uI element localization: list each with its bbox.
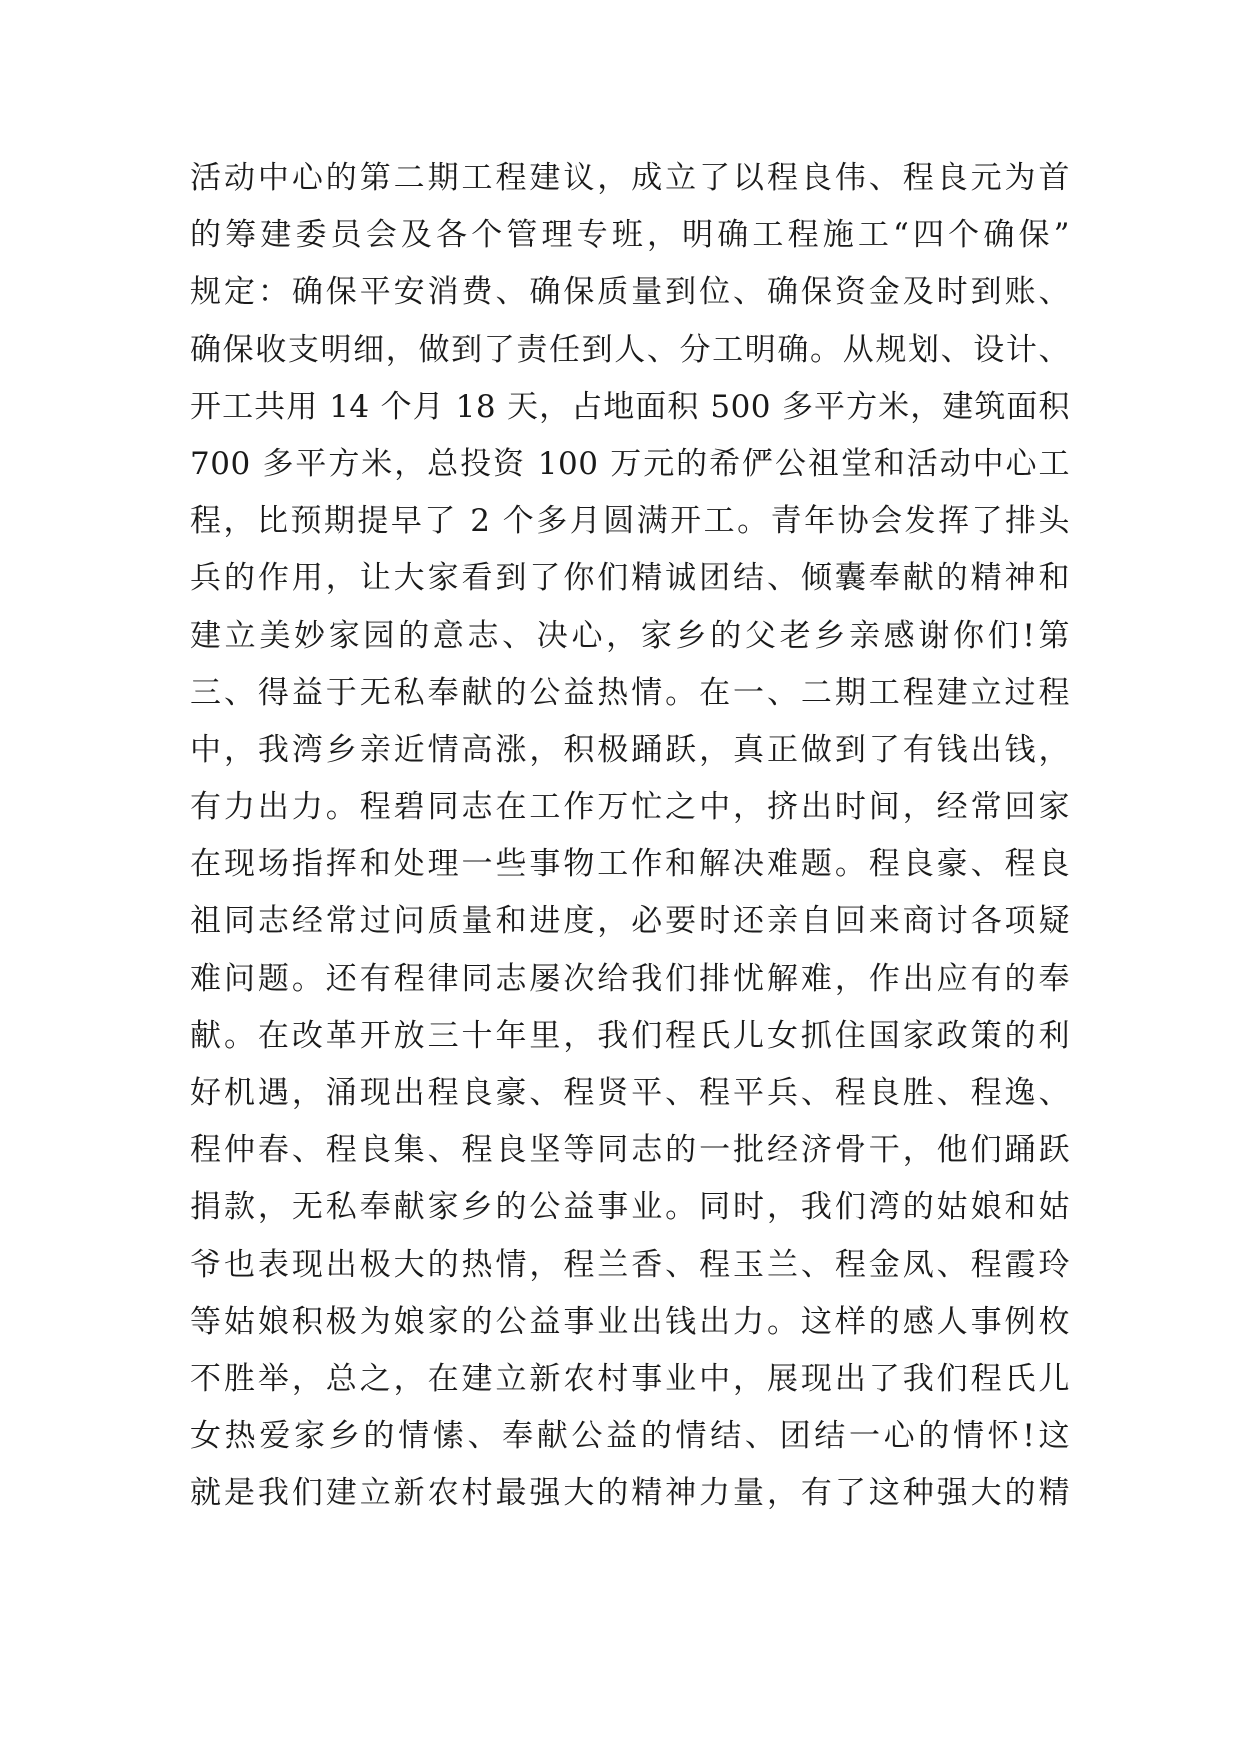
text-line: 爷也表现出极大的热情，程兰香、程玉兰、程金凤、程霞玲 [190, 1246, 1070, 1283]
text-line: 程仲春、程良集、程良坚等同志的一批经济骨干，他们踊跃 [190, 1132, 1070, 1169]
text-line: 兵的作用，让大家看到了你们精诚团结、倾囊奉献的精神和 [190, 560, 1070, 597]
text-line: 就是我们建立新农村最强大的精神力量，有了这种强大的精 [190, 1475, 1070, 1512]
text-line: 开工共用 14 个月 18 天，占地面积 500 多平方米，建筑面积 [190, 388, 1070, 425]
text-line: 程，比预期提早了 2 个多月圆满开工。青年协会发挥了排头 [190, 503, 1070, 540]
body-paragraph [190, 150, 1070, 1523]
text-line: 700 多平方米，总投资 100 万元的希俨公祖堂和活动中心工 [190, 445, 1070, 482]
text-line: 三、得益于无私奉献的公益热情。在一、二期工程建立过程 [190, 674, 1070, 711]
text-line: 的筹建委员会及各个管理专班，明确工程施工“四个确保” [190, 217, 1070, 254]
text-line: 好机遇，涌现出程良豪、程贤平、程平兵、程良胜、程逸、 [190, 1075, 1070, 1111]
text-line: 献。在改革开放三十年里，我们程氏儿女抓住国家政策的利 [190, 1017, 1070, 1054]
text-line: 确保收支明细，做到了责任到人、分工明确。从规划、设计、 [190, 331, 1070, 368]
text-line: 活动中心的第二期工程建议，成立了以程良伟、程良元为首 [190, 160, 1070, 196]
text-line: 有力出力。程碧同志在工作万忙之中，挤出时间，经常回家 [190, 789, 1070, 826]
text-line: 祖同志经常过问质量和进度，必要时还亲自回来商讨各项疑 [190, 903, 1070, 940]
text-line: 在现场指挥和处理一些事物工作和解决难题。程良豪、程良 [190, 846, 1070, 883]
text-line: 难问题。还有程律同志屡次给我们排忧解难，作出应有的奉 [190, 960, 1070, 997]
text-line: 不胜举，总之，在建立新农村事业中，展现出了我们程氏儿 [190, 1360, 1070, 1397]
text-line: 捐款，无私奉献家乡的公益事业。同时，我们湾的姑娘和姑 [190, 1189, 1070, 1226]
text-line: 女热爱家乡的情愫、奉献公益的情结、团结一心的情怀!这 [190, 1418, 1070, 1455]
text-line: 等姑娘积极为娘家的公益事业出钱出力。这样的感人事例枚 [190, 1303, 1070, 1340]
text-line: 建立美妙家园的意志、决心，家乡的父老乡亲感谢你们!第 [190, 617, 1070, 654]
text-line: 规定：确保平安消费、确保质量到位、确保资金及时到账、 [190, 274, 1070, 311]
text-line: 中，我湾乡亲近情高涨，积极踊跃，真正做到了有钱出钱， [190, 731, 1070, 768]
